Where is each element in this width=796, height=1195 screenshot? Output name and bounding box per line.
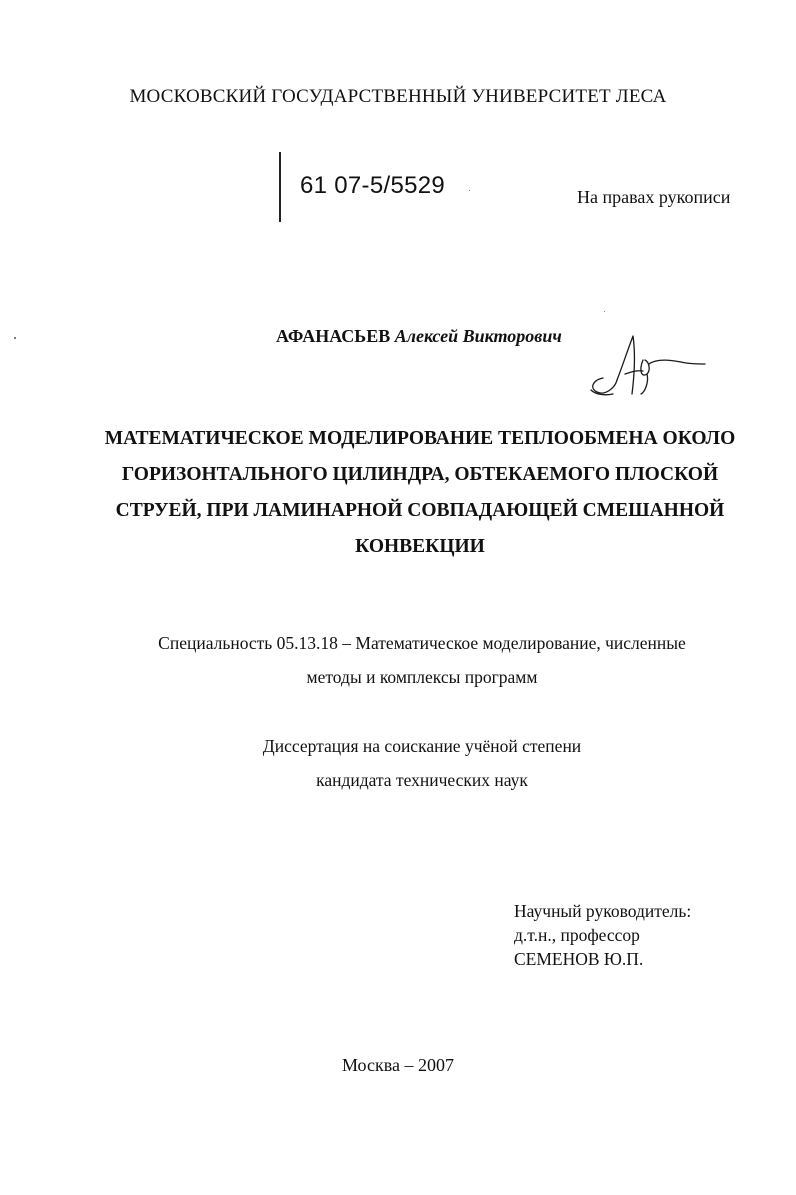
scan-speck — [469, 190, 470, 191]
specialty-line: Специальность 05.13.18 – Математическое моделирование, численные — [158, 633, 686, 653]
supervisor-block — [514, 899, 691, 971]
degree-line: кандидата технических наук — [316, 770, 528, 790]
author-surname: АФАНАСЬЕВ — [276, 326, 391, 346]
title-line: МАТЕМАТИЧЕСКОЕ МОДЕЛИРОВАНИЕ ТЕПЛООБМЕНА ОКОЛО — [104, 428, 736, 449]
title-line: КОНВЕКЦИИ — [355, 536, 485, 557]
degree-line: Диссертация на соискание учёной степени — [262, 736, 582, 756]
title-line: ГОРИЗОНТАЛЬНОГО ЦИЛИНДРА, ОБТЕКАЕМОГО ПЛОСКОЙ — [121, 464, 719, 485]
title-line: СТРУЕЙ, ПРИ ЛАМИНАРНОЙ СОВПАДАЮЩЕЙ СМЕШАННОЙ — [115, 500, 725, 521]
author-name — [276, 326, 562, 347]
registry-number: 61 07-5/5529 — [300, 172, 446, 199]
scan-speck — [14, 337, 16, 339]
degree-block — [120, 729, 724, 797]
supervisor-label: Научный руководитель: — [514, 901, 692, 921]
manuscript-note: На правах рукописи — [577, 187, 731, 207]
author-signature — [585, 330, 710, 405]
supervisor-degree: д.т.н., профессор — [514, 925, 640, 945]
specialty-block — [120, 626, 724, 694]
dissertation-title — [100, 421, 740, 565]
supervisor-name: СЕМЕНОВ Ю.П. — [514, 949, 644, 969]
specialty-line: методы и комплексы программ — [306, 667, 538, 687]
university-name: МОСКОВСКИЙ ГОСУДАРСТВЕННЫЙ УНИВЕРСИТЕТ ЛЕСА — [129, 86, 667, 107]
registry-stamp-bar — [279, 152, 281, 222]
author-given-names: Алексей Викторович — [394, 326, 562, 346]
place-year: Москва – 2007 — [342, 1055, 454, 1075]
scan-speck — [604, 311, 605, 312]
